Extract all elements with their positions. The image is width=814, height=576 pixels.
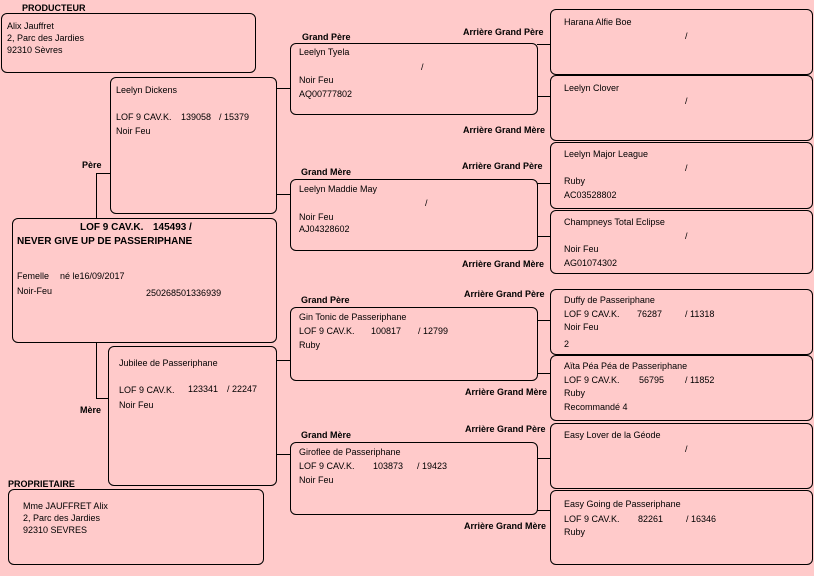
producer-address2: 92310 Sèvres — [7, 45, 63, 55]
agm3-label: Arrière Grand Mère — [465, 387, 548, 397]
agm2-id: AG01074302 — [564, 258, 618, 268]
agm4-label: Arrière Grand Mère — [464, 521, 547, 531]
agm1-name: Leelyn Clover — [564, 83, 620, 93]
gp-pat-name: Leelyn Tyela — [299, 47, 350, 57]
gp-mat-box — [290, 307, 538, 381]
connector-line — [537, 373, 550, 374]
agp3-box — [550, 289, 813, 355]
agp4-name: Easy Lover de la Géode — [564, 430, 661, 440]
connector-line — [96, 173, 97, 219]
agp2-label: Arrière Grand Père — [462, 161, 543, 171]
producer-name: Alix Jauffret — [7, 21, 54, 31]
agm4-box — [550, 490, 813, 565]
connector-line — [277, 360, 290, 361]
agm3-extra: Recommandé 4 — [564, 402, 628, 412]
agm2-label: Arrière Grand Mère — [462, 259, 545, 269]
gp-mat-color: Ruby — [299, 340, 321, 350]
connector-line — [537, 44, 550, 45]
gm-mat-box — [290, 442, 538, 515]
agp3-color: Noir Feu — [564, 322, 599, 332]
agm3-num2: / 11852 — [685, 375, 715, 385]
mere-lof: LOF 9 CAV.K. — [119, 385, 175, 395]
connector-line — [96, 343, 97, 398]
gm-pat-slash: / — [425, 198, 428, 208]
agp2-color: Ruby — [564, 176, 586, 186]
producer-address1: 2, Parc des Jardies — [7, 33, 85, 43]
agp3-name: Duffy de Passeriphane — [564, 295, 655, 305]
gm-pat-color: Noir Feu — [299, 212, 334, 222]
subject-born: né le16/09/2017 — [60, 271, 125, 281]
agp2-box — [550, 142, 813, 209]
agm4-name: Easy Going de Passeriphane — [564, 499, 681, 509]
mere-box — [108, 346, 277, 486]
gp-pat-label: Grand Père — [302, 32, 351, 42]
agp3-num2: / 11318 — [685, 309, 715, 319]
owner-label: PROPRIETAIRE — [8, 479, 75, 489]
connector-line — [537, 510, 550, 511]
gm-mat-num2: / 19423 — [417, 461, 448, 471]
gp-mat-lof: LOF 9 CAV.K. — [299, 326, 355, 336]
producer-label: PRODUCTEUR — [22, 3, 86, 13]
connector-line — [537, 183, 550, 184]
connector-line — [277, 88, 290, 89]
agp3-extra: 2 — [564, 339, 570, 349]
mere-num1: 123341 — [188, 384, 219, 394]
connector-line — [537, 320, 550, 321]
gp-mat-name: Gin Tonic de Passeriphane — [299, 312, 407, 322]
agm2-box — [550, 210, 813, 274]
agp4-box — [550, 423, 813, 489]
agp3-lof: LOF 9 CAV.K. — [564, 309, 620, 319]
agm3-box — [550, 355, 813, 421]
agp2-id: AC03528802 — [564, 190, 617, 200]
gp-mat-num1: 100817 — [371, 326, 402, 336]
agm1-slash: / — [685, 96, 688, 106]
gm-mat-label: Grand Mère — [301, 430, 352, 440]
connector-line — [277, 454, 290, 455]
connector-line — [277, 194, 290, 195]
mere-name: Jubilee de Passeriphane — [119, 358, 218, 368]
subject-box — [12, 218, 277, 343]
gm-pat-box — [290, 179, 538, 251]
gp-mat-num2: / 12799 — [418, 326, 449, 336]
agp3-label: Arrière Grand Père — [464, 289, 545, 299]
agm2-color: Noir Feu — [564, 244, 599, 254]
agp1-box — [550, 9, 813, 75]
connector-line — [537, 236, 550, 237]
connector-line — [96, 173, 110, 174]
pere-color: Noir Feu — [116, 126, 151, 136]
agm3-color: Ruby — [564, 388, 586, 398]
agm4-num1: 82261 — [638, 514, 664, 524]
subject-chip: 250268501336939 — [146, 288, 222, 298]
gm-pat-name: Leelyn Maddie May — [299, 184, 378, 194]
gp-mat-label: Grand Père — [301, 295, 350, 305]
agm4-num2: / 16346 — [686, 514, 717, 524]
gp-pat-slash: / — [421, 62, 424, 72]
agp1-slash: / — [685, 31, 688, 41]
agm4-lof: LOF 9 CAV.K. — [564, 514, 620, 524]
gm-pat-label: Grand Mère — [301, 167, 352, 177]
mere-label: Mère — [80, 405, 102, 415]
agm1-label: Arrière Grand Mère — [463, 125, 546, 135]
agp1-name: Harana Alfie Boe — [564, 17, 632, 27]
pere-name: Leelyn Dickens — [116, 85, 178, 95]
owner-box — [8, 489, 264, 565]
connector-line — [96, 398, 108, 399]
agm3-lof: LOF 9 CAV.K. — [564, 375, 620, 385]
agm3-name: Aïta Péa Péa de Passeriphane — [564, 361, 688, 371]
agm2-slash: / — [685, 231, 688, 241]
gm-mat-color: Noir Feu — [299, 475, 334, 485]
mere-num2: / 22247 — [227, 384, 258, 394]
pere-num1: 139058 — [181, 112, 212, 122]
gm-mat-name: Giroflee de Passeriphane — [299, 447, 401, 457]
agm4-color: Ruby — [564, 527, 586, 537]
agm1-box — [550, 75, 813, 141]
pere-label: Père — [82, 160, 102, 170]
gm-mat-num1: 103873 — [373, 461, 404, 471]
agm2-name: Champneys Total Eclipse — [564, 217, 665, 227]
owner-name: Mme JAUFFRET Alix — [23, 501, 108, 511]
gm-mat-lof: LOF 9 CAV.K. — [299, 461, 355, 471]
subject-lof-line: LOF 9 CAV.K. — [80, 222, 144, 233]
pere-num2: / 15379 — [219, 112, 250, 122]
agp2-name: Leelyn Major League — [564, 149, 649, 159]
agp1-label: Arrière Grand Père — [463, 27, 544, 37]
subject-lof-number: 145493 — [153, 222, 187, 233]
agm3-num1: 56795 — [639, 375, 665, 385]
subject-color: Noir-Feu — [17, 286, 53, 296]
subject-slash: / — [189, 222, 192, 233]
agp4-label: Arrière Grand Père — [465, 424, 546, 434]
pere-lof: LOF 9 CAV.K. — [116, 112, 172, 122]
pere-box — [110, 77, 277, 214]
agp2-slash: / — [685, 163, 688, 173]
gp-pat-id: AQ00777802 — [299, 89, 353, 99]
connector-line — [537, 96, 550, 97]
gp-pat-box — [290, 43, 538, 115]
subject-sex: Femelle — [17, 271, 50, 281]
producer-box — [1, 13, 256, 73]
subject-name: NEVER GIVE UP DE PASSERIPHANE — [17, 236, 193, 247]
owner-address1: 2, Parc des Jardies — [23, 513, 101, 523]
gp-pat-color: Noir Feu — [299, 75, 334, 85]
connector-line — [537, 458, 550, 459]
mere-color: Noir Feu — [119, 400, 154, 410]
agp3-num1: 76287 — [637, 309, 663, 319]
owner-address2: 92310 SEVRES — [23, 525, 88, 535]
agp4-slash: / — [685, 444, 688, 454]
gm-pat-id: AJ04328602 — [299, 224, 350, 234]
